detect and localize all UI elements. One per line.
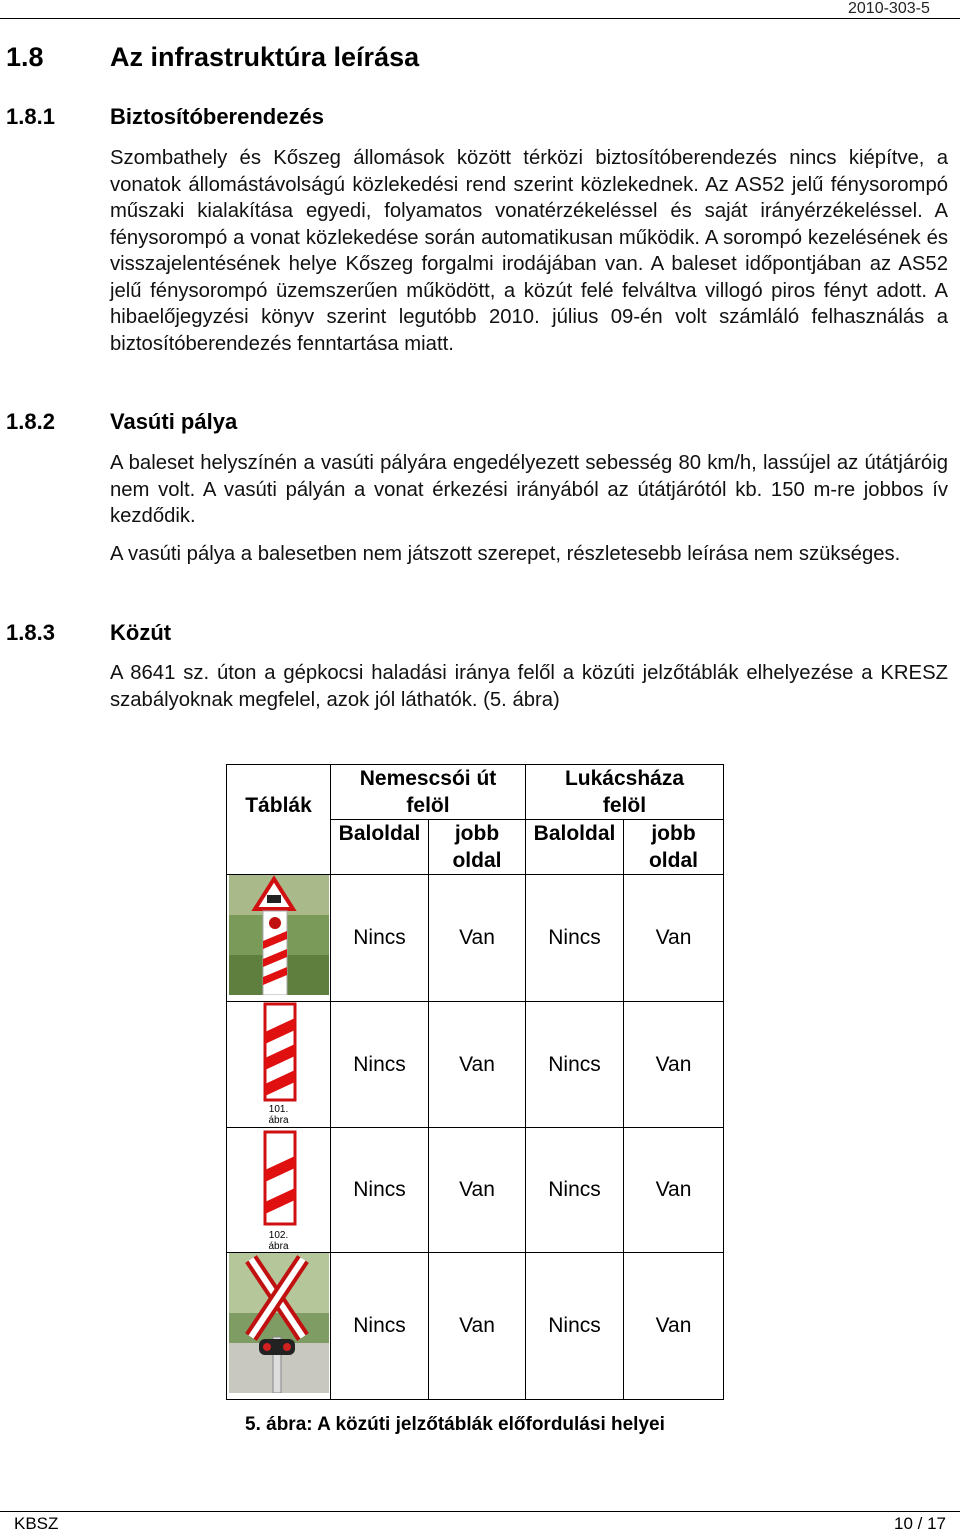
subsection-title: Közút [110,620,172,645]
subsection-number: 1.8.3 [6,620,55,645]
paragraph-track-2: A vasúti pálya a balesetben nem játszott szerepet, részletesebb leírása nem szükséges. [110,543,901,565]
table-row [227,1128,724,1253]
paragraph-track-1: A baleset helyszínén a vasúti pályára engedélyezett sebesség 80 km/h, lassújel az útátjáróig nem volt. A vasúti pályán a vonat érkezési irányából az útátjárótól kb. 150 m-re jobbos ív kezdődik. [110,452,948,527]
sign-label: 101. ábra [268,1104,289,1126]
table-row [227,875,724,1002]
footer-org: KBSZ [14,1514,59,1533]
countdown-post-three-bars-icon [229,1002,329,1102]
header-right: jobb oldal [624,820,724,875]
paragraph-safety-equipment: Szombathely és Kőszeg állomások között térközi biztosítóberendezés nincs kiépítve, a vonatok állomástávolságú közlekedési rend szerint közlekednek. Az AS52 jelű fénysorompó műszaki kialakítása egyedi, folyamatos vonatérzékeléssel és saját irányérzékeléssel. A fénysorompó a vonat közlekedése során automatikusan működik. A sorompó kezelésének és visszajelentésének helye Kőszeg forgalmi irodájában van. A baleset időpontjában az AS52 jelű fénysorompó üzemszerűen működött, a közút felé felváltva villogó piros fényt adott. A hibaelőjegyzési könyv szerint legutóbb 2010. július 09-én volt számláló felhasználás a biztosítóberendezés fenntartása miatt. [110,147,948,355]
footer-rule [0,1511,960,1512]
table-cell: Nincs [331,1128,429,1253]
table-cell: Van [429,1253,526,1400]
header-left: Baloldal [331,820,429,875]
subsection-number: 1.8.2 [6,409,55,434]
table-cell: Van [624,1253,724,1400]
table-cell: Nincs [526,1002,624,1128]
sign-image-cell [227,1002,331,1128]
table-cell: Nincs [526,1253,624,1400]
header-right: jobb oldal [429,820,526,875]
table-header-row [227,765,724,820]
figure-caption: 5. ábra: A közúti jelzőtáblák előfordulási helyei [245,1414,665,1435]
table-cell: Nincs [331,1002,429,1128]
sign-image-cell [227,875,331,1002]
countdown-post-two-bars-icon [229,1128,329,1228]
page-number: 10 / 17 [894,1514,946,1533]
section-number: 1.8 [6,42,44,72]
table-cell: Van [429,875,526,1002]
table-cell: Van [624,1002,724,1128]
sign-image-cell [227,1253,331,1400]
st-andrews-cross-icon [229,1253,329,1393]
sign-label: 102. ábra [268,1230,289,1252]
crossing-light-sign-icon [229,875,329,995]
table-cell: Van [624,875,724,1002]
table-cell: Van [429,1128,526,1253]
section-title: Az infrastruktúra leírása [110,42,420,72]
subsection-title: Biztosítóberendezés [110,104,324,129]
header-group-lukacshaza: Lukácsháza felöl [526,765,724,820]
table-cell: Nincs [526,1128,624,1253]
table-cell: Van [624,1128,724,1253]
subsection-number: 1.8.1 [6,104,55,129]
table-row [227,1253,724,1400]
sign-image-cell [227,1128,331,1253]
table-row [227,1002,724,1128]
table-cell: Nincs [331,875,429,1002]
subsection-title: Vasúti pálya [110,409,238,434]
signs-table [226,764,724,1400]
header-group-nemescsoi: Nemescsói út felöl [331,765,526,820]
document-id: 2010-303-5 [848,0,930,17]
paragraph-road: A 8641 sz. úton a gépkocsi haladási iránya felől a közúti jelzőtáblák elhelyezése a KRESZ szabályoknak megfelel, azok jól láthatók. (5. ábra) [110,662,948,711]
table-cell: Van [429,1002,526,1128]
table-cell: Nincs [331,1253,429,1400]
header-signs: Táblák [227,765,331,875]
table-cell: Nincs [526,875,624,1002]
header-rule [0,18,960,19]
header-left: Baloldal [526,820,624,875]
